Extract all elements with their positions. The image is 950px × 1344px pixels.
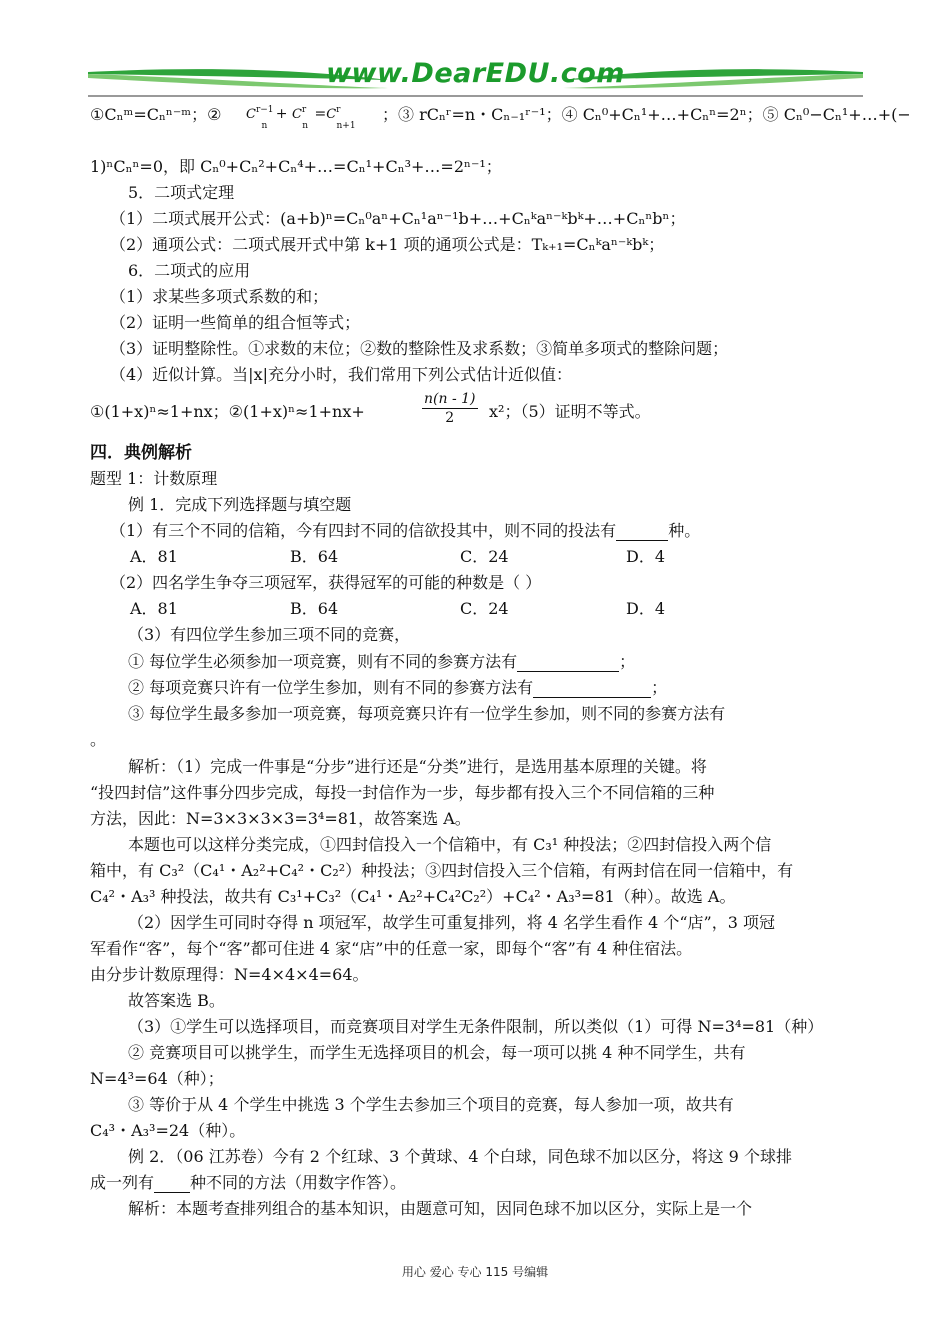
solution-text: C₄³・A₃³=24（种）。 xyxy=(90,1121,246,1140)
text-line: ①(1+x)ⁿ≈1+nx；②(1+x)ⁿ≈1+nx+ xyxy=(90,402,365,421)
text-line: （2）通项公式：二项式展开式中第 k+1 项的通项公式是：Tₖ₊₁=Cₙᵏaⁿ⁻ᵏbᵏ； xyxy=(110,235,665,254)
text-line: （3）证明整除性。①求数的末位；②数的整除性及求系数；③简单多项式的整除问题； xyxy=(110,339,729,358)
solution-text: 解析：本题考查排列组合的基本知识，由题意可知，因同色球不加以区分，实际上是一个 xyxy=(128,1199,753,1218)
solution-text: 箱中，有 C₃²（C₄¹・A₂²+C₄²・C₂²）种投法；③四封信投入三个信箱，有两封信在同一信箱中，有 xyxy=(90,861,794,880)
option-d: D．4 xyxy=(626,599,666,618)
solution-text: 由分步计数原理得：N=4×4×4=64。 xyxy=(90,965,369,984)
option-c: C．24 xyxy=(460,547,509,566)
answer-blank[interactable] xyxy=(517,656,619,672)
text-line: （4）近似计算。当|x|充分小时，我们常用下列公式估计近似值： xyxy=(110,365,572,384)
solution-text: 方法，因此：N=3×3×3×3=3⁴=81，故答案选 A。 xyxy=(90,809,471,828)
question-text: （1）有三个不同的信箱，今有四封不同的信欲投其中，则不同的投法有 种。 xyxy=(110,521,701,540)
subsection-title: 题型 1：计数原理 xyxy=(90,469,218,488)
text-line: 1)ⁿCₙⁿ=0，即 Cₙ⁰+Cₙ²+Cₙ⁴+…=Cₙ¹+Cₙ³+…=2ⁿ⁻¹； xyxy=(90,157,502,176)
question-text: ① 每位学生必须参加一项竞赛，则有不同的参赛方法有 ； xyxy=(128,652,636,671)
combination-identity-formula: $C^{r-1}_n + C^r_n =C^r_{n+1}$ xyxy=(246,105,356,131)
text-line: （2）证明一些简单的组合恒等式； xyxy=(110,313,361,332)
question-text: 成一列有 种不同的方法（用数字作答）。 xyxy=(90,1173,407,1192)
solution-text: ② 竞赛项目可以挑学生，而学生无选择项目的机会，每一项可以挑 4 种不同学生，共有 xyxy=(128,1043,746,1062)
text-line: 。 xyxy=(90,730,107,749)
solution-text: （2）因学生可同时夺得 n 项冠军，故学生可重复排列，将 4 名学生看作 4 个“店”，3 项冠 xyxy=(128,913,775,932)
site-banner xyxy=(88,56,863,100)
example-title: 例 2．（06 江苏卷）今有 2 个红球、3 个黄球、4 个白球，同色球不加以区分，将这 9 个球排 xyxy=(128,1147,792,1166)
question-text: （3）有四位学生参加三项不同的竞赛， xyxy=(128,625,411,644)
text-line xyxy=(90,105,221,125)
text-line: x²；（5）证明不等式。 xyxy=(489,402,651,421)
question-text: ② 每项竞赛只许有一位学生参加，则有不同的参赛方法有 ； xyxy=(128,678,668,697)
question-text: （2）四名学生争夺三项冠军，获得冠军的可能的种数是（ ） xyxy=(110,573,542,592)
solution-text: （3）①学生可以选择项目，而竞赛项目对学生无条件限制，所以类似（1）可得 N=3⁴=81（种） xyxy=(128,1017,824,1036)
solution-text: ③ 等价于从 4 个学生中挑选 3 个学生去参加三个项目的竞赛，每人参加一项，故共有 xyxy=(128,1095,734,1114)
solution-text: C₄²・A₃³ 种投法，故共有 C₃¹+C₃²（C₄¹・A₂²+C₄²C₂²）+C₄²・A₃³=81（种）。故选 A。 xyxy=(90,887,736,906)
option-d: D．4 xyxy=(626,547,666,566)
section-title: 四．典例解析 xyxy=(90,443,192,463)
solution-text: “投四封信”这件事分四步完成，每投一封信作为一步，每步都有投入三个不同信箱的三种 xyxy=(90,783,715,802)
option-b: B．64 xyxy=(290,599,339,618)
text-line: ；③ rCₙʳ=n・Cₙ₋₁ʳ⁻¹；④ Cₙ⁰+Cₙ¹+…+Cₙⁿ=2ⁿ；⑤ Cₙ⁰−Cₙ¹+…+(− xyxy=(382,105,911,124)
option-b: B．64 xyxy=(290,547,339,566)
option-a: A．81 xyxy=(130,547,178,566)
solution-text: N=4³=64（种）； xyxy=(90,1069,224,1088)
text-line: （1）二项式展开公式：(a+b)ⁿ=Cₙ⁰aⁿ+Cₙ¹aⁿ⁻¹b+…+Cₙᵏaⁿ⁻ᵏbᵏ+…+Cₙⁿbⁿ； xyxy=(110,209,686,228)
example-title: 例 1．完成下列选择题与填空题 xyxy=(128,495,352,514)
solution-text: 解析：（1）完成一件事是“分步”进行还是“分类”进行，是选用基本原理的关键。将 xyxy=(128,757,707,776)
answer-blank[interactable] xyxy=(616,525,668,541)
answer-blank[interactable] xyxy=(533,682,651,698)
solution-text: 军看作“客”，每个“客”都可住进 4 家“店”中的任意一家，即每个“客”有 4 种住宿法。 xyxy=(90,939,693,958)
formula-text: ①Cₙᵐ=Cₙⁿ⁻ᵐ；② xyxy=(90,105,222,124)
option-a: A．81 xyxy=(130,599,178,618)
solution-text: 故答案选 B。 xyxy=(128,991,225,1010)
section-heading: 6．二项式的应用 xyxy=(128,261,251,280)
answer-blank[interactable] xyxy=(154,1177,190,1193)
fraction: $\frac{n(n - 1)}{2}$ xyxy=(424,391,476,426)
solution-text: 本题也可以这样分类完成，①四封信投入一个信箱中，有 C₃¹ 种投法；②四封信投入两个信 xyxy=(128,835,772,854)
site-banner-text: www.DearEDU.com xyxy=(326,58,625,89)
question-text: ③ 每位学生最多参加一项竞赛，每项竞赛只许有一位学生参加，则不同的参赛方法有 xyxy=(128,704,726,723)
option-c: C．24 xyxy=(460,599,509,618)
page-footer: 用心 爱心 专心 115 号编辑 xyxy=(401,1265,549,1279)
text-line: （1）求某些多项式系数的和； xyxy=(110,287,329,306)
section-heading: 5．二项式定理 xyxy=(128,183,235,202)
